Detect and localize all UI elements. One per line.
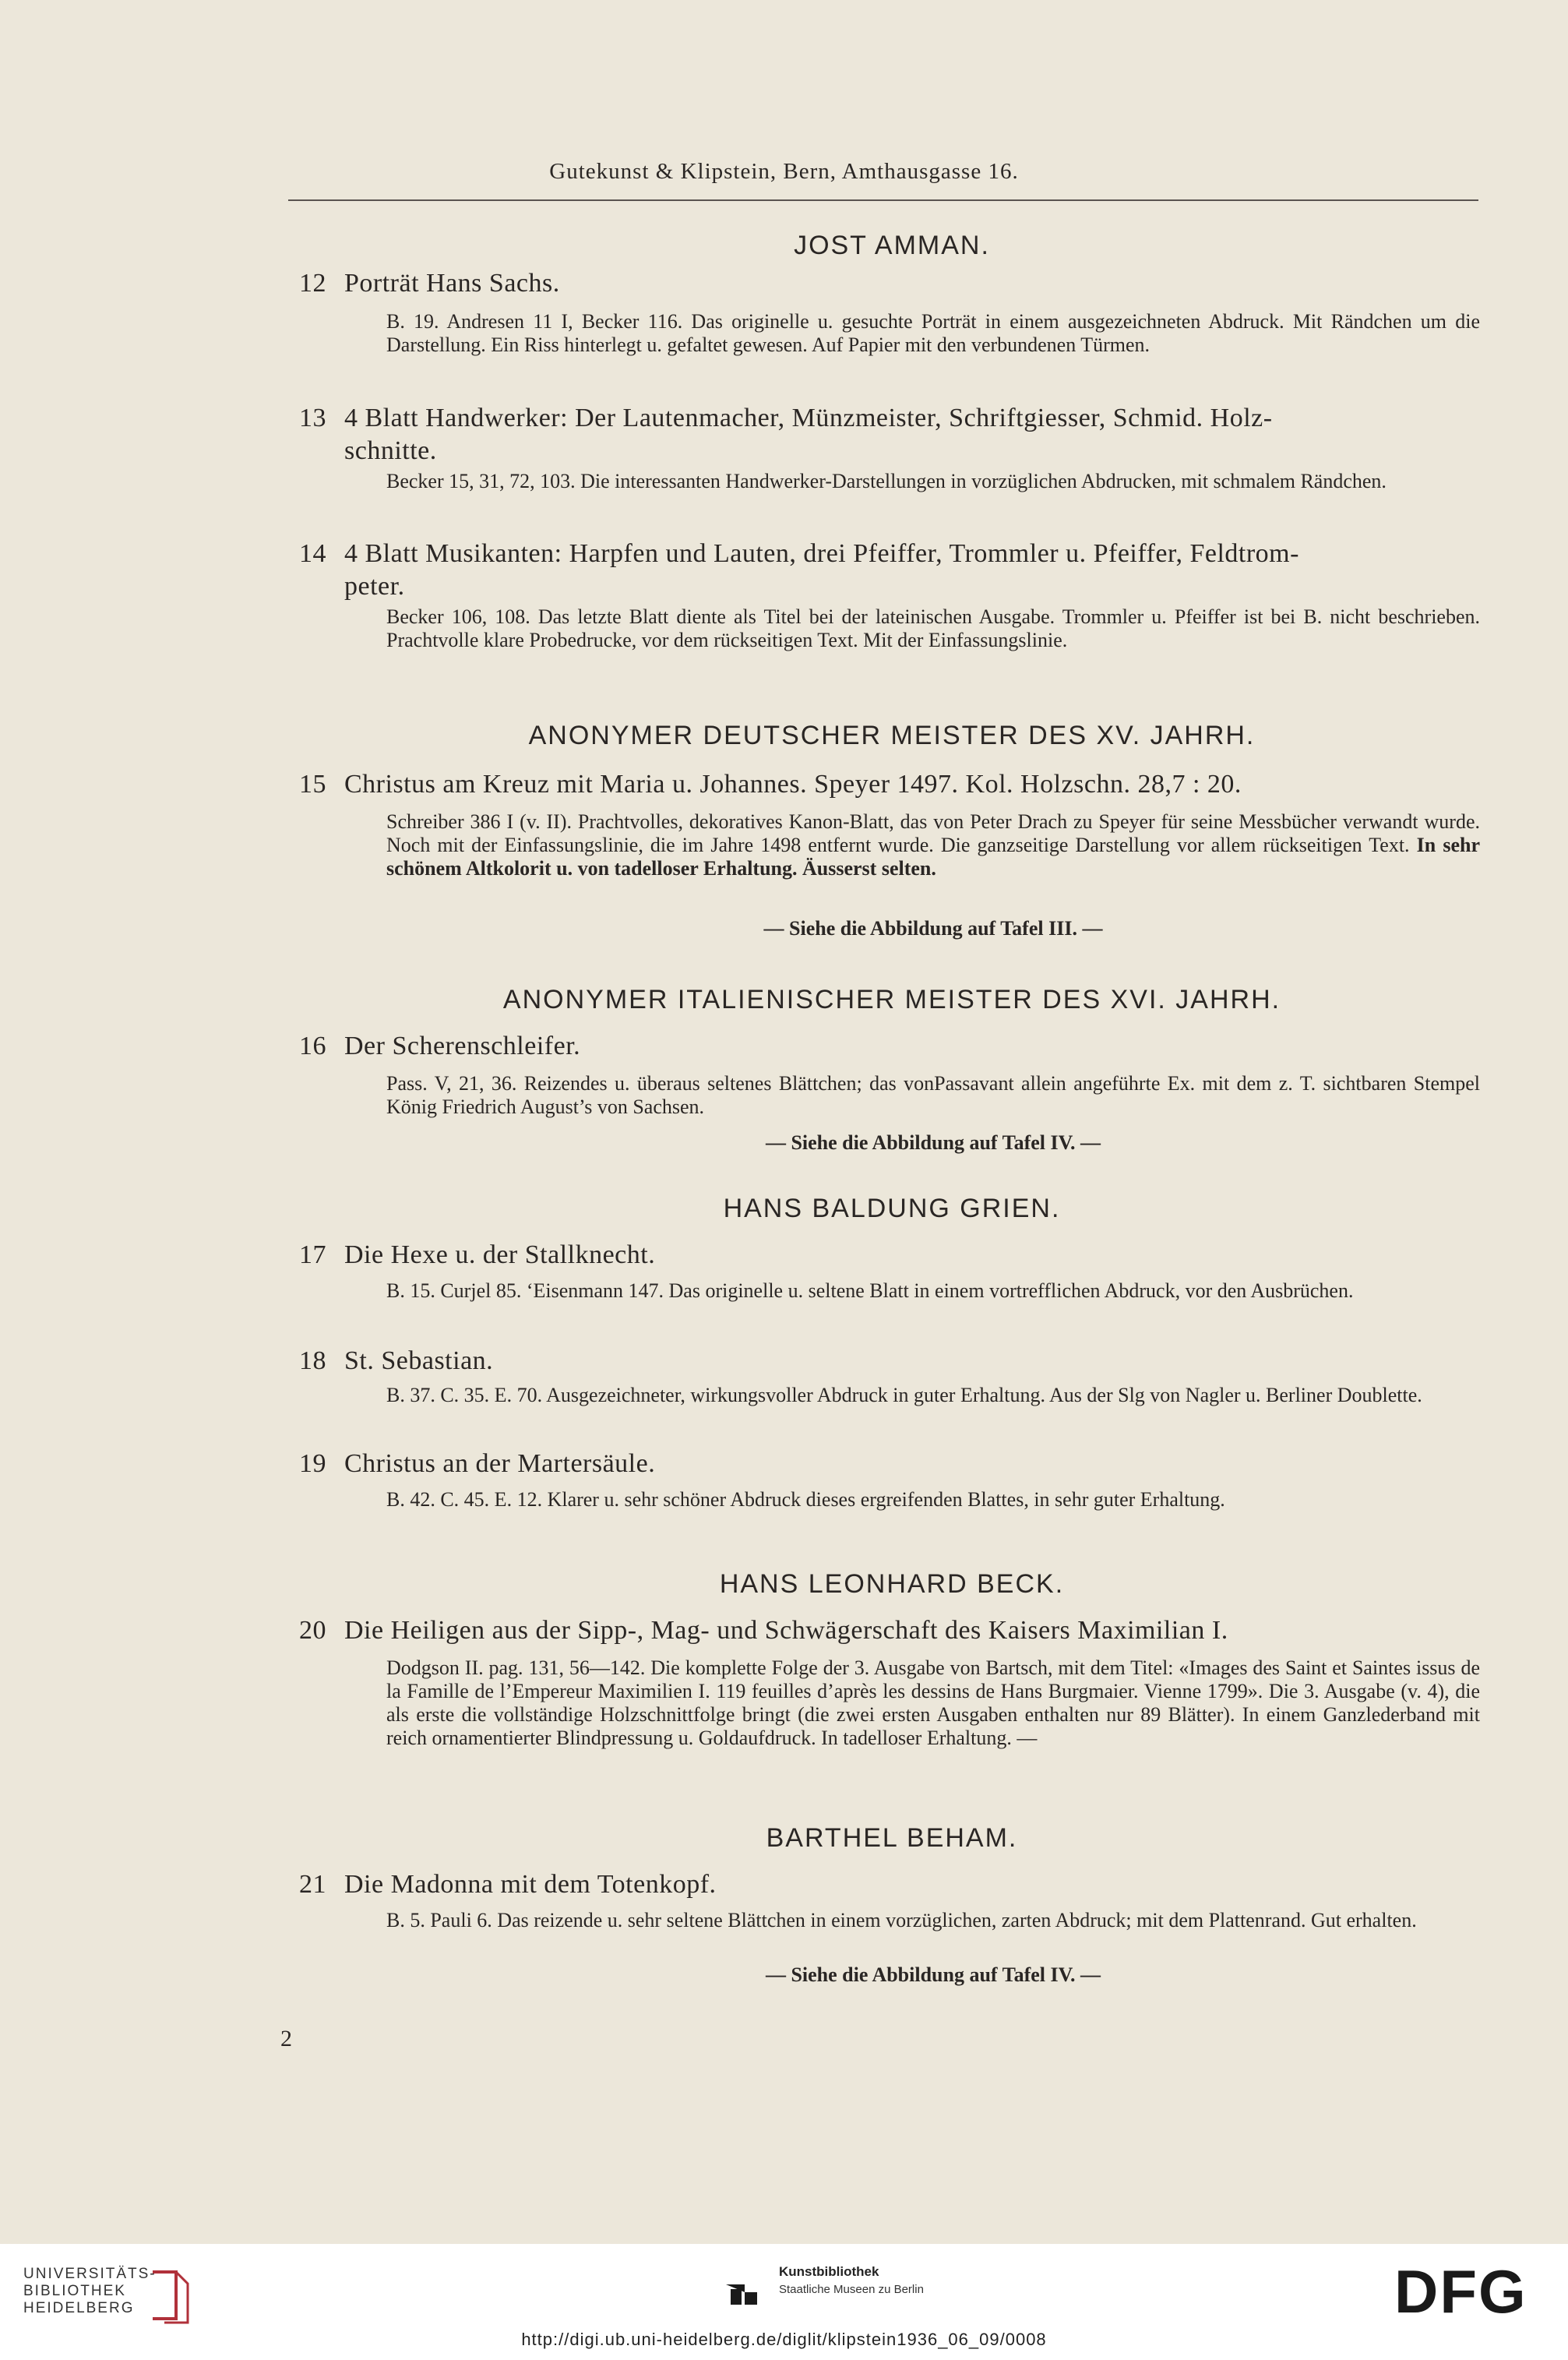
lot-15-description-text: Schreiber 386 I (v. II). Prachtvolles, dekoratives Kanon-Blatt, das von Peter Drach zu Speyer für seine Messbücher verwandt wurde. Noch mit der Einfassungslinie, die im Jahre 1498 entfernt wurde. Die ganzseitige Darstellung vor allem rückseitigen Text. (386, 810, 1480, 856)
museum-emblem-icon (718, 2261, 768, 2311)
lot-number: 17 (299, 1240, 326, 1269)
lot-18 (299, 1345, 1483, 1378)
lot-number: 18 (299, 1346, 326, 1375)
dfg-logo: DFG (1394, 2257, 1527, 2326)
lot-17 (299, 1239, 1483, 1272)
lot-19 (299, 1448, 1483, 1480)
lot-number: 15 (299, 770, 326, 799)
lot-title: 4 Blatt Handwerker: Der Lautenmacher, Münzmeister, Schriftgiesser, Schmid. Holz- (344, 404, 1273, 432)
lot-17-description: B. 15. Curjel 85. ‘Eisenmann 147. Das originelle u. seltene Blatt in einem vortrefflichen Abdruck, vor den Ausbrüchen. (386, 1279, 1354, 1302)
section-heading-hans-baldung-grien: HANS BALDUNG GRIEN. (723, 1194, 1061, 1223)
lot-21-plate-reference: — Siehe die Abbildung auf Tafel IV. — (765, 1963, 1101, 1986)
lot-13 (299, 402, 1483, 467)
university-logo-line: BIBLIOTHEK (23, 2283, 126, 2299)
university-logo-line: HEIDELBERG (23, 2300, 135, 2316)
lot-21-description: B. 5. Pauli 6. Das reizende u. sehr seltene Blättchen in einem vorzüglichen, zarten Abdruck; mit dem Plattenrand. Gut erhalten. (386, 1909, 1417, 1931)
section-heading-barthel-beham: BARTHEL BEHAM. (766, 1823, 1018, 1853)
lot-title-continuation: peter. (344, 572, 405, 601)
section-heading-jost-amman: JOST AMMAN. (794, 231, 990, 260)
lot-title-continuation: schnitte. (344, 436, 437, 465)
lot-number: 14 (299, 539, 326, 568)
lot-title: Die Heiligen aus der Sipp-, Mag- und Schwägerschaft des Kaisers Maximilian I. (344, 1616, 1228, 1645)
lot-number: 21 (299, 1870, 326, 1899)
lot-19-description: B. 42. C. 45. E. 12. Klarer u. sehr schöner Abdruck dieses ergreifenden Blattes, in sehr guter Erhaltung. (386, 1488, 1225, 1511)
lot-13-description: Becker 15, 31, 72, 103. Die interessanten Handwerker-Darstellungen in vorzüglichen Abdrucken, mit schmalem Rändchen. (386, 470, 1387, 492)
museum-subtitle: Staatliche Museen zu Berlin (779, 2283, 924, 2296)
university-library-logo (23, 2266, 157, 2317)
lot-20-description: Dodgson II. pag. 131, 56—142. Die komplette Folge der 3. Ausgabe von Bartsch, mit dem Titel: «Images des Saint et Saintes issus de la Famille de l’Empereur Maximilien I. 119 feuilles d’après les dessins de Hans Burgmaier. Vienne 1799». Die 3. Ausgabe (v. 4), die als erste die vollständige Holzschnittfolge bringt (die zwei ersten Ausgaben enthalten nur 89 Blätter). In einem Ganzlederband mit reich ornamentierter Blindpressung u. Goldaufdruck. In tadelloser Erhaltung. — (386, 1656, 1480, 1749)
lot-16-description: Pass. V, 21, 36. Reizendes u. überaus seltenes Blättchen; das vonPassavant allein angeführte Ex. mit dem z. T. sichtbaren Stempel König Friedrich August’s von Sachsen. (386, 1072, 1480, 1118)
museum-name: Kunstbibliothek (779, 2264, 879, 2279)
lot-15-description-bold: In sehr schönem Altkolorit u. von tadelloser Erhaltung. Äusserst selten. (386, 834, 1480, 880)
lot-18-description: B. 37. C. 35. E. 70. Ausgezeichneter, wirkungsvoller Abdruck in guter Erhaltung. Aus der Slg von Nagler u. Berliner Doublette. (386, 1384, 1422, 1406)
university-emblem-icon (145, 2264, 192, 2326)
lot-title: Christus an der Martersäule. (344, 1449, 656, 1478)
lot-title: Die Hexe u. der Stallknecht. (344, 1240, 656, 1269)
university-logo-line: UNIVERSITÄTS- (23, 2266, 157, 2282)
lot-title: Christus am Kreuz mit Maria u. Johannes. Speyer 1497. Kol. Holzschn. 28,7 : 20. (344, 770, 1242, 799)
lot-title: St. Sebastian. (344, 1346, 494, 1375)
lot-14-description: Becker 106, 108. Das letzte Blatt diente als Titel bei der lateinischen Ausgabe. Trommler u. Pfeiffer ist bei B. nicht beschrieben. Prachtvolle klare Probedrucke, vor dem rückseitigen Text. Mit der Einfassungslinie. (386, 605, 1480, 651)
section-heading-anonymer-deutscher-meister: ANONYMER DEUTSCHER MEISTER DES XV. JAHRH. (528, 721, 1256, 750)
lot-title: Porträt Hans Sachs. (344, 269, 560, 298)
lot-16 (299, 1030, 1483, 1063)
lot-title: 4 Blatt Musikanten: Harpfen und Lauten, drei Pfeiffer, Trommler u. Pfeiffer, Feldtrom- (344, 539, 1299, 568)
lot-15-plate-reference: — Siehe die Abbildung auf Tafel III. — (763, 917, 1103, 940)
lot-title: Der Scherenschleifer. (344, 1032, 581, 1060)
lot-number: 16 (299, 1032, 326, 1060)
section-heading-anonymer-italienischer-meister: ANONYMER ITALIENISCHER MEISTER DES XVI. JAHRH. (502, 985, 1281, 1014)
lot-21 (299, 1868, 1483, 1901)
lot-12-description: B. 19. Andresen 11 I, Becker 116. Das originelle u. gesuchte Porträt in einem ausgezeichneten Abdruck. Mit Rändchen um die Darstellung. Ein Riss hinterlegt u. gefaltet gewesen. Auf Papier mit den verbundenen Türmen. (386, 310, 1480, 356)
lot-16-plate-reference: — Siehe die Abbildung auf Tafel IV. — (765, 1131, 1101, 1154)
lot-title: Die Madonna mit dem Totenkopf. (344, 1870, 717, 1899)
lot-12 (299, 267, 1483, 300)
lot-14 (299, 538, 1483, 603)
lot-number: 13 (299, 404, 326, 432)
lot-number: 19 (299, 1449, 326, 1478)
page-number: 2 (280, 2026, 292, 2051)
lot-number: 20 (299, 1616, 326, 1645)
lot-15-description (386, 810, 1480, 880)
running-head: Gutekunst & Klipstein, Bern, Amthausgasse 16. (549, 159, 1019, 184)
source-url[interactable]: http://digi.ub.uni-heidelberg.de/diglit/klipstein1936_06_09/0008 (521, 2330, 1047, 2349)
lot-15 (299, 768, 1483, 801)
header-rule (288, 199, 1478, 201)
lot-number: 12 (299, 269, 326, 298)
section-heading-hans-leonhard-beck: HANS LEONHARD BECK. (719, 1569, 1065, 1599)
lot-20 (299, 1614, 1483, 1647)
